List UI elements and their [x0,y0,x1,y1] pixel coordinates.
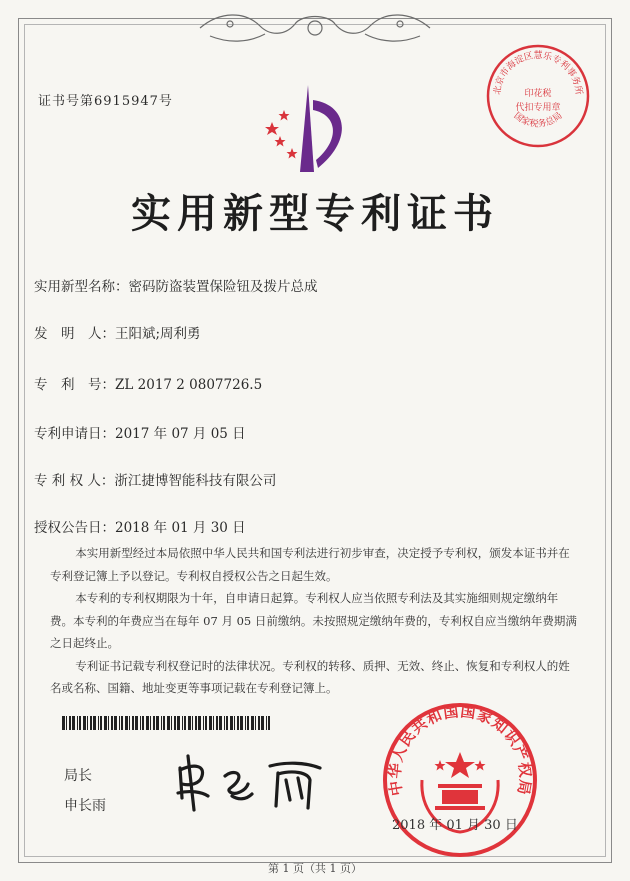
field-value: 浙江捷博智能科技有限公司 [114,473,277,489]
field-value: 2018 年 01 月 30 日 [115,520,246,536]
page-number: 第 1 页（共 1 页） [268,862,362,875]
svg-text:国家税务总局 [512,110,565,130]
svg-text:中华人民共和国国家知识产权局 [386,702,535,797]
field-inventor [34,322,201,342]
tax-stamp-icon [484,42,592,150]
seal-text: 中华人民共和国国家知识产权局 [385,702,535,798]
field-label: 发 明 人： [34,326,115,342]
field-value: ZL 2017 2 0807726.5 [115,377,263,393]
certificate-title: 实用新型专利证书 [131,191,499,237]
field-value: 王阳斌;周利勇 [115,326,201,342]
stamp-small-sub1: 印花税 [524,89,552,99]
director-name: 申长雨 [64,798,106,814]
field-label: 专 利 号： [34,377,115,393]
field-name [34,275,318,295]
field-value: 2017 年 07 月 05 日 [115,426,246,442]
certificate-body [50,542,580,700]
certificate-number: 证书号第6915947号 [38,94,173,109]
sign-date: 2018 年 01 月 30 日 [392,818,518,833]
stamp-small-bottom: 国家税务总局 [511,110,565,130]
paragraph: 专利证书记载专利权登记时的法律状况。专利权的转移、质押、无效、终止、恢复和专利权人的姓名或名称、国籍、地址变更等事项记载在专利登记簿上。 [50,658,570,695]
stamp-small-sub2: 代扣专用章 [515,103,561,113]
patent-emblem-icon [258,80,358,175]
paragraph: 本实用新型经过本局依照中华人民共和国专利法进行初步审查，决定授予专利权，颁发本证书并在专利登记簿上予以登记。专利权自授权公告之日起生效。 [50,546,570,583]
field-application-date [34,422,246,442]
field-label: 实用新型名称： [34,279,129,295]
field-patent-number [34,373,262,393]
paragraph: 本专利的专利权期限为十年，自申请日起算。专利权人应当依照专利法及其实施细则规定缴纳年费。本专利的年费应当在每年 07 月 05 日前缴纳。未按照规定缴纳年费的，专利权自应当缴纳年费期满之日起终止。 [50,591,577,650]
barcode [62,716,272,730]
signature-icon [160,748,330,818]
field-label: 专 利 权 人： [34,473,115,489]
field-patentee [34,469,276,489]
field-label: 专利申请日： [34,426,115,442]
stamp-small-text: 北京市海淀区慧乐专利事务所 [492,51,584,96]
field-value: 密码防盗装置保险钮及拨片总成 [128,279,318,295]
national-emblem-icon [380,700,540,860]
director-title: 局长 [64,768,92,784]
field-grant-date [34,516,246,536]
ornament-icon [190,6,440,48]
field-label: 授权公告日： [34,520,115,536]
